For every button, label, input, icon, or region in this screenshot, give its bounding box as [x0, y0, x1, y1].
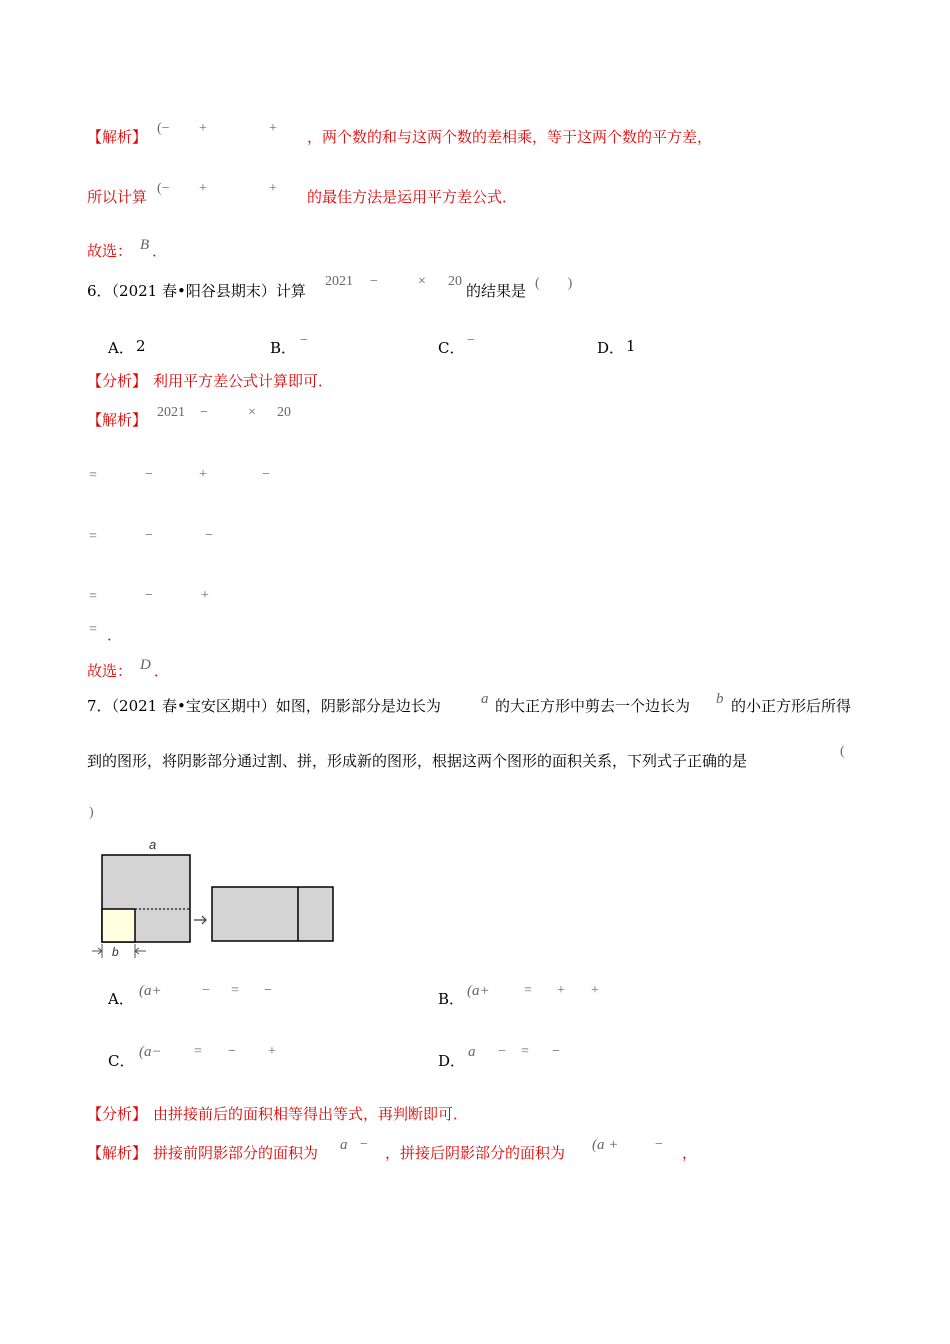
- math-fragment: −: [552, 1044, 560, 1059]
- math-fragment: +: [201, 588, 209, 603]
- small-square: [102, 909, 135, 942]
- math-fragment: +: [269, 121, 277, 136]
- solution-tag: 【解析】: [87, 411, 148, 429]
- dimension-b: [92, 944, 146, 959]
- math-fragment: ×: [248, 405, 256, 420]
- analysis-tag: 【分析】: [87, 372, 148, 390]
- math-fragment: +: [269, 181, 277, 196]
- answer-paren: ( ): [535, 276, 573, 291]
- rearranged-rectangle: [212, 887, 333, 941]
- answer-value: B: [140, 237, 150, 253]
- math-fragment: −: [360, 1137, 368, 1152]
- solution-text: 拼接前阴影部分的面积为: [153, 1144, 319, 1162]
- option-a-label: A．: [108, 339, 134, 357]
- option-label: A．: [108, 990, 134, 1008]
- math-fragment: (a+: [139, 983, 162, 999]
- math-fragment: −: [498, 1044, 506, 1059]
- math-fragment: −: [370, 274, 378, 289]
- solution-text: 所以计算: [87, 188, 148, 206]
- option-d-label: D．: [597, 339, 625, 357]
- solution-text: ，拼接后阴影部分的面积为: [385, 1144, 566, 1162]
- math-fragment: +: [591, 983, 599, 998]
- math-fragment: −: [264, 983, 272, 998]
- option-label: B．: [438, 990, 465, 1008]
- solution-tag: 【解析】: [87, 1144, 148, 1162]
- question-text: 的大正方形中剪去一个边长为: [495, 697, 691, 715]
- math-fragment: 2021: [325, 274, 353, 289]
- solution-text: 的最佳方法是运用平方差公式．: [307, 188, 518, 206]
- answer-dot: ．: [107, 626, 123, 644]
- answer-paren-close: ): [89, 805, 94, 820]
- label-b: b: [112, 945, 119, 959]
- question-text: 6．（2021 春•阳谷县期末）计算: [87, 282, 306, 300]
- solution-text: ，: [682, 1144, 698, 1162]
- option-label: C．: [108, 1052, 135, 1070]
- math-fragment: 20: [277, 405, 291, 420]
- math-fragment: 2021: [157, 405, 185, 420]
- math-fragment: (a−: [139, 1044, 162, 1060]
- math-fragment: 20: [448, 274, 462, 289]
- math-fragment: a: [468, 1044, 476, 1060]
- math-fragment: −: [202, 983, 210, 998]
- math-fragment: =: [89, 622, 97, 637]
- math-fragment: −: [145, 528, 153, 543]
- math-fragment: =: [194, 1044, 202, 1059]
- answer-paren-open: (: [840, 744, 845, 759]
- math-fragment: −: [200, 405, 208, 420]
- math-fragment: (a +: [592, 1137, 619, 1153]
- math-fragment: −: [228, 1044, 236, 1059]
- square-diagram: [88, 834, 338, 964]
- math-fragment: +: [268, 1044, 276, 1059]
- math-fragment: =: [524, 983, 532, 998]
- math-fragment: =: [231, 983, 239, 998]
- question-text: 到的图形，将阴影部分通过割、拼，形成新的图形，根据这两个图形的面积关系，下列式子正确的是: [87, 752, 748, 770]
- math-fragment: −: [655, 1137, 663, 1152]
- math-fragment: =: [89, 529, 97, 544]
- answer-label: 故选：: [87, 662, 133, 680]
- option-b-label: B．: [270, 339, 297, 357]
- math-fragment: +: [199, 121, 207, 136]
- math-fragment: +: [199, 467, 207, 482]
- option-b-value: −: [300, 333, 308, 348]
- math-fragment: =: [89, 589, 97, 604]
- math-fragment: =: [521, 1044, 529, 1059]
- math-fragment: a: [340, 1137, 348, 1153]
- answer-value: D: [140, 657, 151, 673]
- math-fragment: −: [205, 528, 213, 543]
- answer-label: 故选：: [87, 242, 133, 260]
- math-fragment: +: [557, 983, 565, 998]
- math-fragment: −: [145, 467, 153, 482]
- math-fragment: =: [89, 468, 97, 483]
- analysis-tag: 【分析】: [87, 1105, 148, 1123]
- label-a: a: [149, 837, 157, 852]
- math-fragment: (a+: [467, 983, 490, 999]
- math-fragment: −: [262, 467, 270, 482]
- solution-text: ，两个数的和与这两个数的差相乘，等于这两个数的平方差，: [307, 128, 713, 146]
- option-c-value: −: [467, 333, 475, 348]
- question-text: 的小正方形后所得: [731, 697, 852, 715]
- analysis-text: 由拼接前后的面积相等得出等式，再判断即可．: [153, 1105, 469, 1123]
- math-fragment: +: [199, 181, 207, 196]
- option-label: D．: [438, 1052, 466, 1070]
- math-fragment: (−: [157, 121, 170, 136]
- math-variable: a: [481, 691, 489, 707]
- question-text: 的结果是: [466, 282, 527, 300]
- question-text: 7．（2021 春•宝安区期中）如图，阴影部分是边长为: [87, 697, 441, 715]
- math-fragment: (−: [157, 181, 170, 196]
- math-fragment: ×: [418, 274, 426, 289]
- analysis-text: 利用平方差公式计算即可．: [153, 372, 334, 390]
- option-c-label: C．: [438, 339, 465, 357]
- arrow-right-icon: [194, 916, 206, 924]
- option-d-value: 1: [626, 337, 636, 355]
- solution-tag: 【解析】: [87, 128, 148, 146]
- math-fragment: −: [145, 588, 153, 603]
- math-variable: b: [716, 691, 724, 707]
- answer-dot: ．: [152, 242, 168, 260]
- answer-dot: ．: [154, 662, 170, 680]
- option-a-value: 2: [136, 337, 146, 355]
